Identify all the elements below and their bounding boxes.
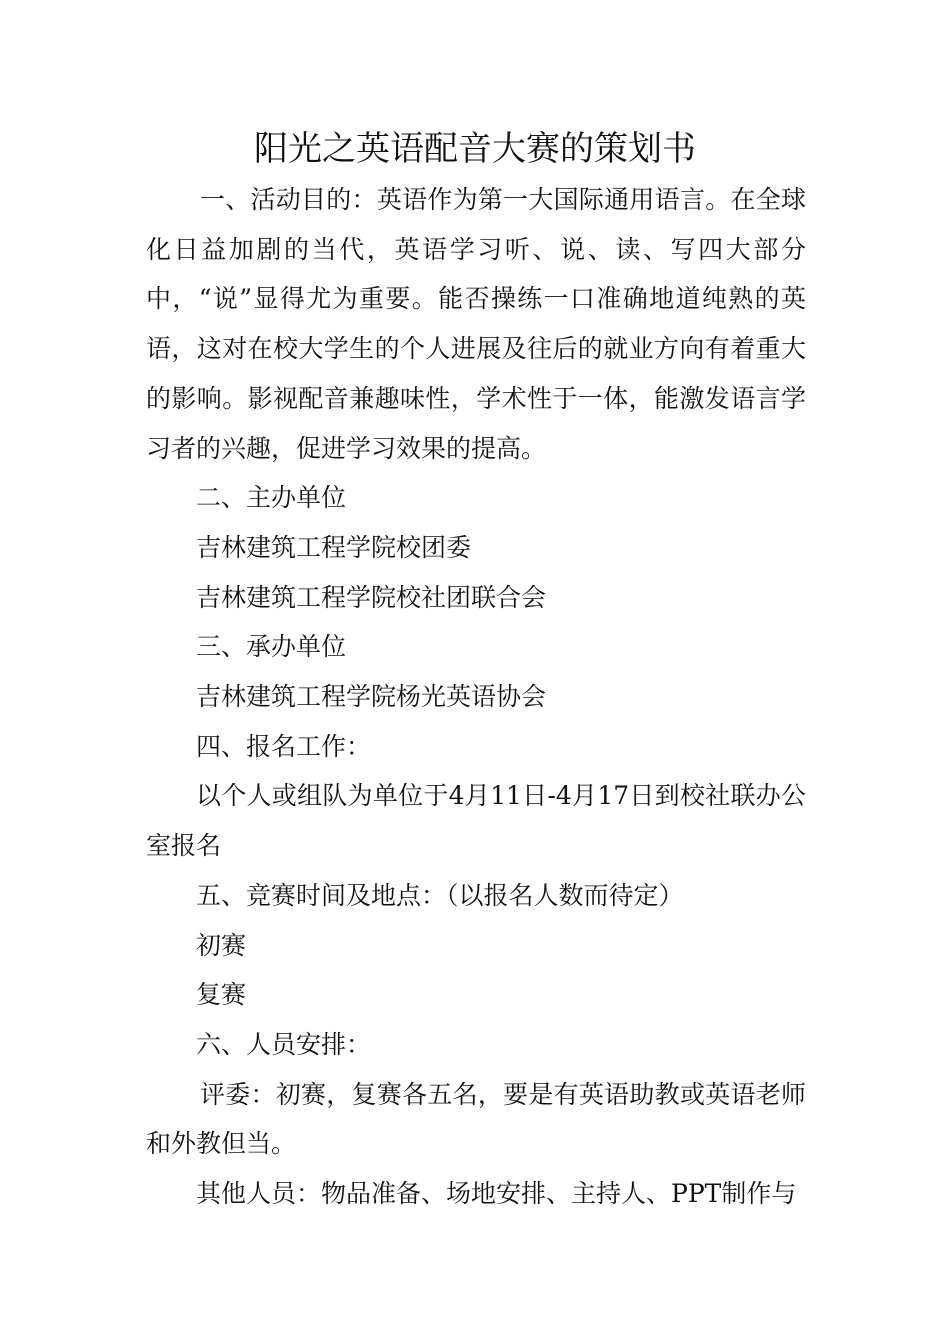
paragraph-purpose: 一、活动目的：英语作为第一大国际通用语言。在全球化日益加剧的当代，英语学习听、说、读、写四大部分中，“说”显得尤为重要。能否操练一口准确地道纯熟的英语，这对在校大学生的个人进展及往后的就业方向有着重大的影响。影视配音兼趣味性，学术性于一体，能激发语言学习者的兴趣，促进学习效果的提高。 bbox=[146, 185, 806, 463]
paragraph-judges: 评委：初赛，复赛各五名，要是有英语助教或英语老师和外教但当。 bbox=[146, 1079, 806, 1159]
organizer-item: 吉林建筑工程学院校社团联合会 bbox=[196, 582, 547, 612]
document-title: 阳光之英语配音大赛的策划书 bbox=[254, 129, 696, 169]
schedule-item: 复赛 bbox=[196, 980, 247, 1010]
heading-host: 三、承办单位 bbox=[196, 632, 347, 662]
heading-organizer: 二、主办单位 bbox=[196, 483, 347, 513]
schedule-item: 初赛 bbox=[196, 930, 247, 960]
paragraph-other-staff: 其他人员：物品准备、场地安排、主持人、PPT制作与 bbox=[196, 1179, 797, 1209]
heading-schedule: 五、竞赛时间及地点：（以报名人数而待定） bbox=[196, 880, 684, 910]
organizer-item: 吉林建筑工程学院校团委 bbox=[196, 532, 472, 562]
paragraph-registration: 以个人或组队为单位于4月11日-4月17日到校社联办公室报名 bbox=[146, 781, 806, 861]
heading-staff: 六、人员安排： bbox=[196, 1029, 372, 1059]
host-item: 吉林建筑工程学院杨光英语协会 bbox=[196, 682, 547, 712]
document-body bbox=[146, 175, 806, 1219]
heading-registration: 四、报名工作： bbox=[196, 731, 372, 761]
